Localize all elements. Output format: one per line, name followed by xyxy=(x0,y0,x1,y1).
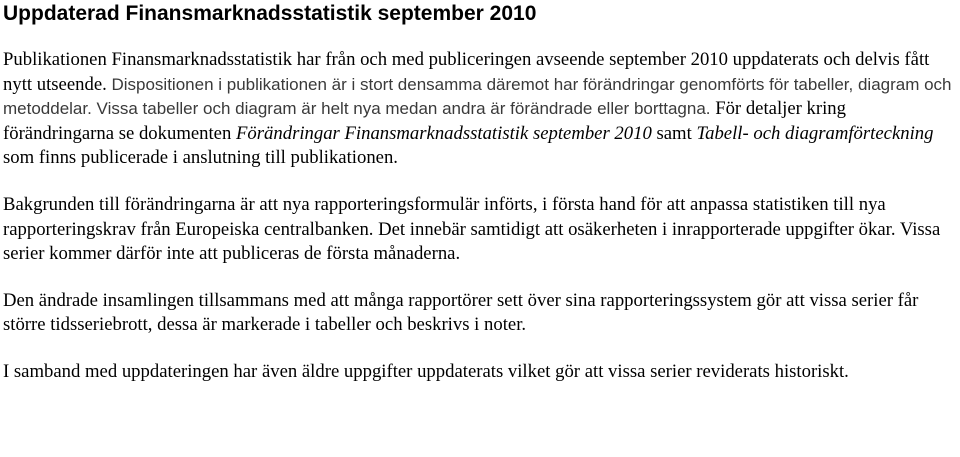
paragraph-background: Bakgrunden till förändringarna är att nya rapporteringsformulär införts, i första hand för att anpassa statistiken till nya rapporteringskrav från Europeiska centralbanken. Det innebär samtidigt att osäkerheten i inrapporterade uppgifter ökar. Vissa serier kommer därför inte att publiceras de första månaderna. xyxy=(3,193,941,265)
paragraph-collection: Den ändrade insamlingen tillsammans med att många rapportörer sett över sina rapporteringssystem gör att vissa serier får större tidsseriebrott, dessa är markerade i tabeller och beskrivs i noter. xyxy=(3,289,919,336)
intro-details-text: För detaljer kring förändringarna se dokumenten xyxy=(3,98,846,144)
intro-closing-text: som finns publicerade i anslutning till publikationen. xyxy=(3,147,398,169)
document-reference-table-list: Tabell- och diagramförteckning xyxy=(696,122,934,144)
paragraph-intro xyxy=(3,48,960,171)
intro-sans-text: Dispositionen i publikationen är i stort densamma däremot har förändringar genomförts för tabeller, diagram och metoddelar. Vissa tabeller och diagram är helt nya medan andra är förändrade eller borttagna. xyxy=(3,74,952,119)
intro-lead-text: Publikationen Finansmarknadsstatistik har från och med publiceringen avseende september 2010 uppdaterats och delvis fått nytt utseende. xyxy=(3,49,930,95)
intro-and-text: samt xyxy=(656,122,692,144)
page-title: Uppdaterad Finansmarknadsstatistik september 2010 xyxy=(3,2,537,25)
paragraph-revisions: I samband med uppdateringen har även äldre uppgifter uppdaterats vilket gör att vissa serier reviderats historiskt. xyxy=(3,360,849,382)
document-reference-changes: Förändringar Finansmarknadsstatistik september 2010 xyxy=(236,122,652,144)
